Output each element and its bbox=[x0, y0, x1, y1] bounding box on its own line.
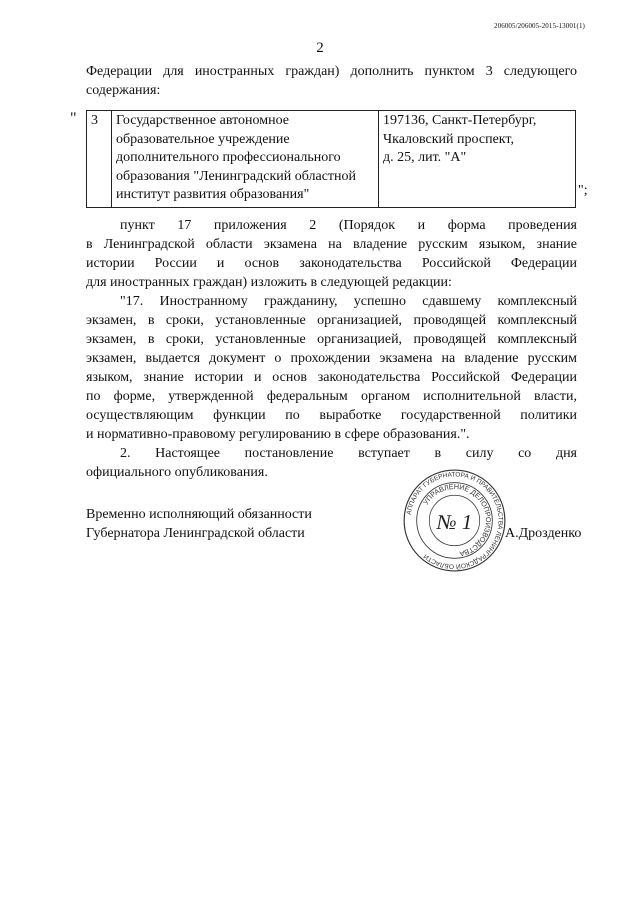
org-name-line: дополнительного профессионального bbox=[116, 150, 341, 165]
seal-outer-text: АППАРАТ ГУБЕРНАТОРА И ПРАВИТЕЛЬСТВА ЛЕНИНГРАДСКОЙ ОБЛАСТИ bbox=[405, 471, 504, 570]
intro-line-1: Федерации для иностранных граждан) дополнить пунктом 3 следующего bbox=[86, 64, 577, 79]
address-line: Чкаловский проспект, bbox=[383, 131, 514, 147]
paragraph-1-line: для иностранных граждан) изложить в следующей редакции: bbox=[86, 275, 452, 290]
org-name-line: институт развития образования" bbox=[116, 187, 310, 202]
paragraph-1-line: в Ленинградской области экзамена на владение русским языком, знание bbox=[86, 237, 577, 252]
signatory-title-line-1: Временно исполняющий обязанности bbox=[86, 507, 312, 522]
organizations-table bbox=[86, 110, 576, 208]
table-row bbox=[87, 111, 576, 208]
address-line: 197136, Санкт-Петербург, bbox=[383, 113, 537, 128]
paragraph-2-line: и нормативно-правовому регулированию в сфере образования.". bbox=[86, 427, 470, 442]
page-number: 2 bbox=[316, 40, 324, 56]
paragraph-1-line: истории России и основ законодательства Российской Федерации bbox=[86, 256, 577, 271]
org-name-line: образовательное учреждение bbox=[116, 131, 290, 147]
organization-address-cell bbox=[379, 111, 576, 208]
seal-number: № 1 bbox=[436, 509, 473, 534]
paragraph-3-line: 2. Настоящее постановление вступает в силу со дня bbox=[120, 446, 577, 461]
address-line: д. 25, лит. "А" bbox=[383, 150, 467, 165]
paragraph-2-line: языком, знание истории и основ законодательства Российской Федерации bbox=[86, 370, 577, 385]
org-name-line: образования "Ленинградский областной bbox=[116, 168, 357, 184]
intro-line-2: содержания: bbox=[86, 83, 161, 98]
paragraph-2-line: по форме, утвержденной федеральным органом исполнительной власти, bbox=[86, 389, 577, 404]
paragraph-3-line: официального опубликования. bbox=[86, 465, 268, 480]
table-close-quote: "; bbox=[578, 183, 588, 198]
paragraph-2-line: экзамен, в сроки, установленные организацией, проводящей комплексный bbox=[86, 313, 577, 328]
organization-name-cell bbox=[112, 111, 379, 208]
document-id: 206005/206005-2015-13001(1) bbox=[494, 22, 585, 30]
row-number-cell: 3 bbox=[87, 111, 112, 208]
paragraph-2-line: экзамен, в сроки, установленные организацией, проводящей комплексный bbox=[86, 332, 577, 347]
signatory-title-line-2: Губернатора Ленинградской области bbox=[86, 526, 305, 541]
paragraph-2-line: экзамен, выдается документ о прохождении экзамена на владение русским bbox=[86, 351, 577, 366]
table-open-quote: " bbox=[70, 110, 77, 127]
org-name-line: Государственное автономное bbox=[116, 113, 290, 128]
seal-inner-text: УПРАВЛЕНИЕ ДЕЛОПРОИЗВОДСТВА bbox=[421, 482, 493, 558]
paragraph-2-line: осуществляющим функции по выработке государственной политики bbox=[86, 408, 577, 423]
official-seal bbox=[402, 468, 507, 573]
paragraph-2-line: "17. Иностранному гражданину, успешно сдавшему комплексный bbox=[120, 294, 577, 309]
paragraph-1-line: пункт 17 приложения 2 (Порядок и форма проведения bbox=[120, 218, 577, 233]
signatory-name: А.Дрозденко bbox=[505, 526, 582, 541]
